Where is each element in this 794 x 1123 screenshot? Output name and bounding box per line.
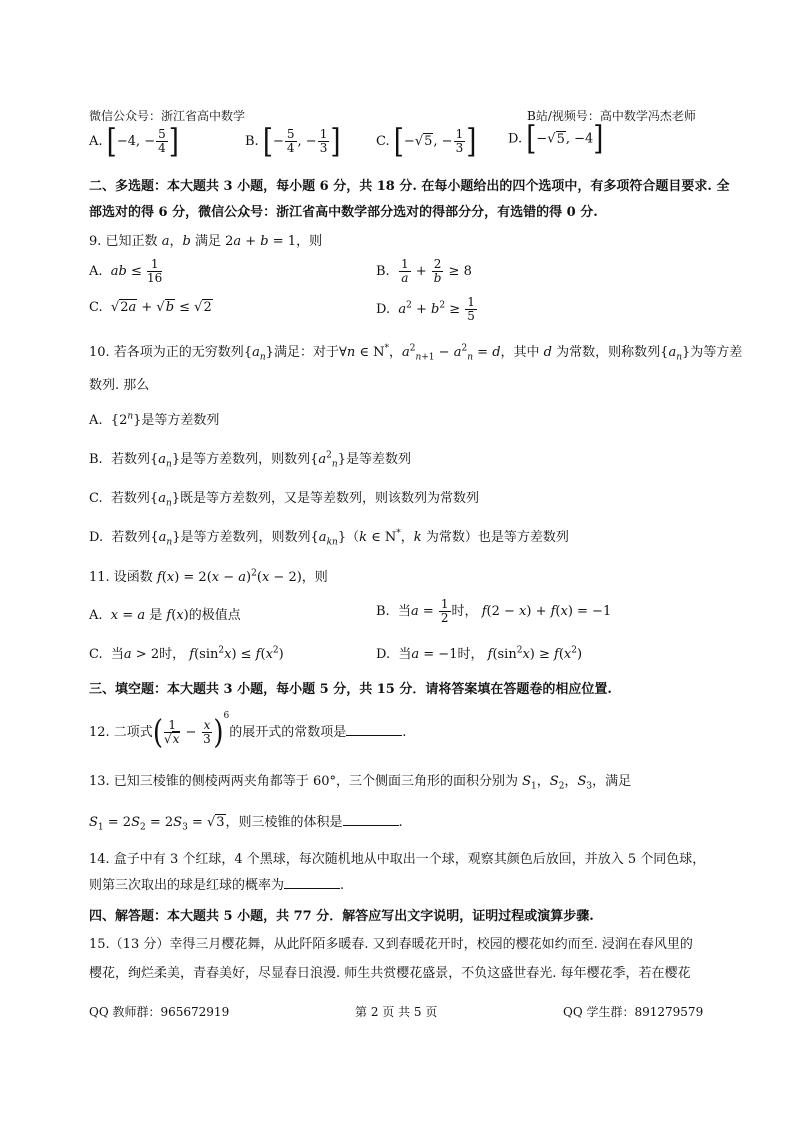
header-right: B站/视频号：高中数学冯杰老师 xyxy=(527,109,696,123)
section3-heading: 三、填空题：本大题共 3 小题，每小题 5 分，共 15 分．请将答案填在答题卷的相应位置. xyxy=(89,682,612,697)
q10-option-d: D. 若数列$\{a_n\}$是等方差数列，则数列$\{a_{kn}\}(k$ ∈ N*，k 为常数）也是等方差数列 xyxy=(89,528,569,548)
q10-stem-line2: 数列. 那么 xyxy=(89,378,150,393)
q10-option-a: A. {2$^n$}是等方差数列 xyxy=(89,411,220,428)
q8-option-b: B. [− $\frac{5}{4}$ , − $\frac{1}{3}$ ] xyxy=(245,122,341,161)
header-left: 微信公众号：浙江省高中数学 xyxy=(89,109,246,123)
q11-option-d: D. 当a = −1时， $f(\sin^2x) \ge f(x^2)$ xyxy=(376,645,583,662)
q11-option-a: A. x = a 是 f(x)的极值点 xyxy=(89,608,241,623)
q13-answer-blank[interactable] xyxy=(343,812,399,826)
q9-option-a: A. ab ≤ $\frac{1}{16}$ xyxy=(89,257,163,285)
q10-option-b: B. 若数列$\{a_n\}$是等方差数列，则数列$\{a^2_n\}$是等差数列 xyxy=(89,450,411,470)
q10-stem: 10. 若各项为正的无穷数列$\{a_n\}$满足：对于∀n ∈ N*，$a^2_{n+1} - a^2_n = d$，其中 d 为常数，则称数列$\{a_n\}$为等方差 xyxy=(89,343,743,363)
q11-option-c: C. 当a > 2时， $f(\sin^2x) \le f(x^2)$ xyxy=(89,645,284,662)
q8-option-c: C. [−√5, − $\frac{1}{3}$ ] xyxy=(376,122,477,161)
q12-answer-blank[interactable] xyxy=(346,722,402,736)
q12: 12. 二项式( $\frac{1}{√x}$ − $\frac{x}{3}$ )$^6$的展开式的常数项是 . xyxy=(89,711,407,752)
section2-line2: 部选对的得 6 分，微信公众号：浙江省高中数学部分选对的得部分分，有选错的得 0 分. xyxy=(89,205,598,220)
q9-option-c: C. √2a + √b ≤ √2 xyxy=(89,300,212,315)
footer-page-number: 第 2 页 共 5 页 xyxy=(355,1005,438,1019)
q13-line2: $S_1 = 2S_2 = 2S_3 = √3$，则三棱锥的体积是 . xyxy=(89,811,403,830)
q8-option-d: D. [−√5, −4] xyxy=(508,120,604,158)
q14-answer-blank[interactable] xyxy=(284,875,340,889)
q9-stem: 9. 已知正数 a，b 满足 2a + b = 1，则 xyxy=(89,234,323,249)
q15-line2: 樱花，绚烂柔美，青春美好，尽显春日浪漫. 师生共赏樱花盛景，不负这盛世春光. 每年樱花季，若在樱花 xyxy=(89,966,691,981)
q11-option-b: B. 当a = $\frac{1}{2}$ 时， f(2 − x) + f(x) = −1 xyxy=(376,597,612,625)
q13-line1: 13. 已知三棱锥的侧棱两两夹角都等于 60°，三个侧面三角形的面积分别为 $S_1$，$S_2$，$S_3$，满足 xyxy=(89,774,632,792)
section2-line1: 二、多选题：本大题共 3 小题，每小题 6 分，共 18 分. 在每小题给出的四个选项中，有多项符合题目要求. 全 xyxy=(89,179,730,194)
q11-stem: 11. 设函数 $f(x) = 2(x - a)^2(x - 2)$，则 xyxy=(89,568,328,585)
q14-line1: 14. 盒子中有 3 个红球，4 个黑球，每次随机地从中取出一个球，观察其颜色后放回，并放入 5 个同色球， xyxy=(89,852,706,867)
q14-line2: 则第三次取出的球是红球的概率为 . xyxy=(89,874,344,893)
footer-left: QQ 教师群：965672919 xyxy=(89,1005,230,1019)
section4-heading: 四、解答题：本大题共 5 小题，共 77 分．解答应写出文字说明，证明过程或演算步骤. xyxy=(89,909,594,924)
q9-option-b: B. $\frac{1}{a}$ + $\frac{2}{b}$ ≥ 8 xyxy=(376,257,472,285)
q9-option-d: D. $a^2 + b^2$ ≥ $\frac{1}{5}$ xyxy=(376,295,475,323)
q10-option-c: C. 若数列$\{a_n\}$既是等方差数列，又是等差数列，则该数列为常数列 xyxy=(89,491,480,509)
footer-right: QQ 学生群：891279579 xyxy=(563,1005,704,1019)
q8-option-a: A. [−4, − $\frac{5}{4}$ ] xyxy=(89,122,179,161)
q15-line1: 15.（13 分）幸得三月樱花舞，从此阡陌多暖春. 又到春暖花开时，校园的樱花如约而至. 浸润在春风里的 xyxy=(89,937,693,952)
